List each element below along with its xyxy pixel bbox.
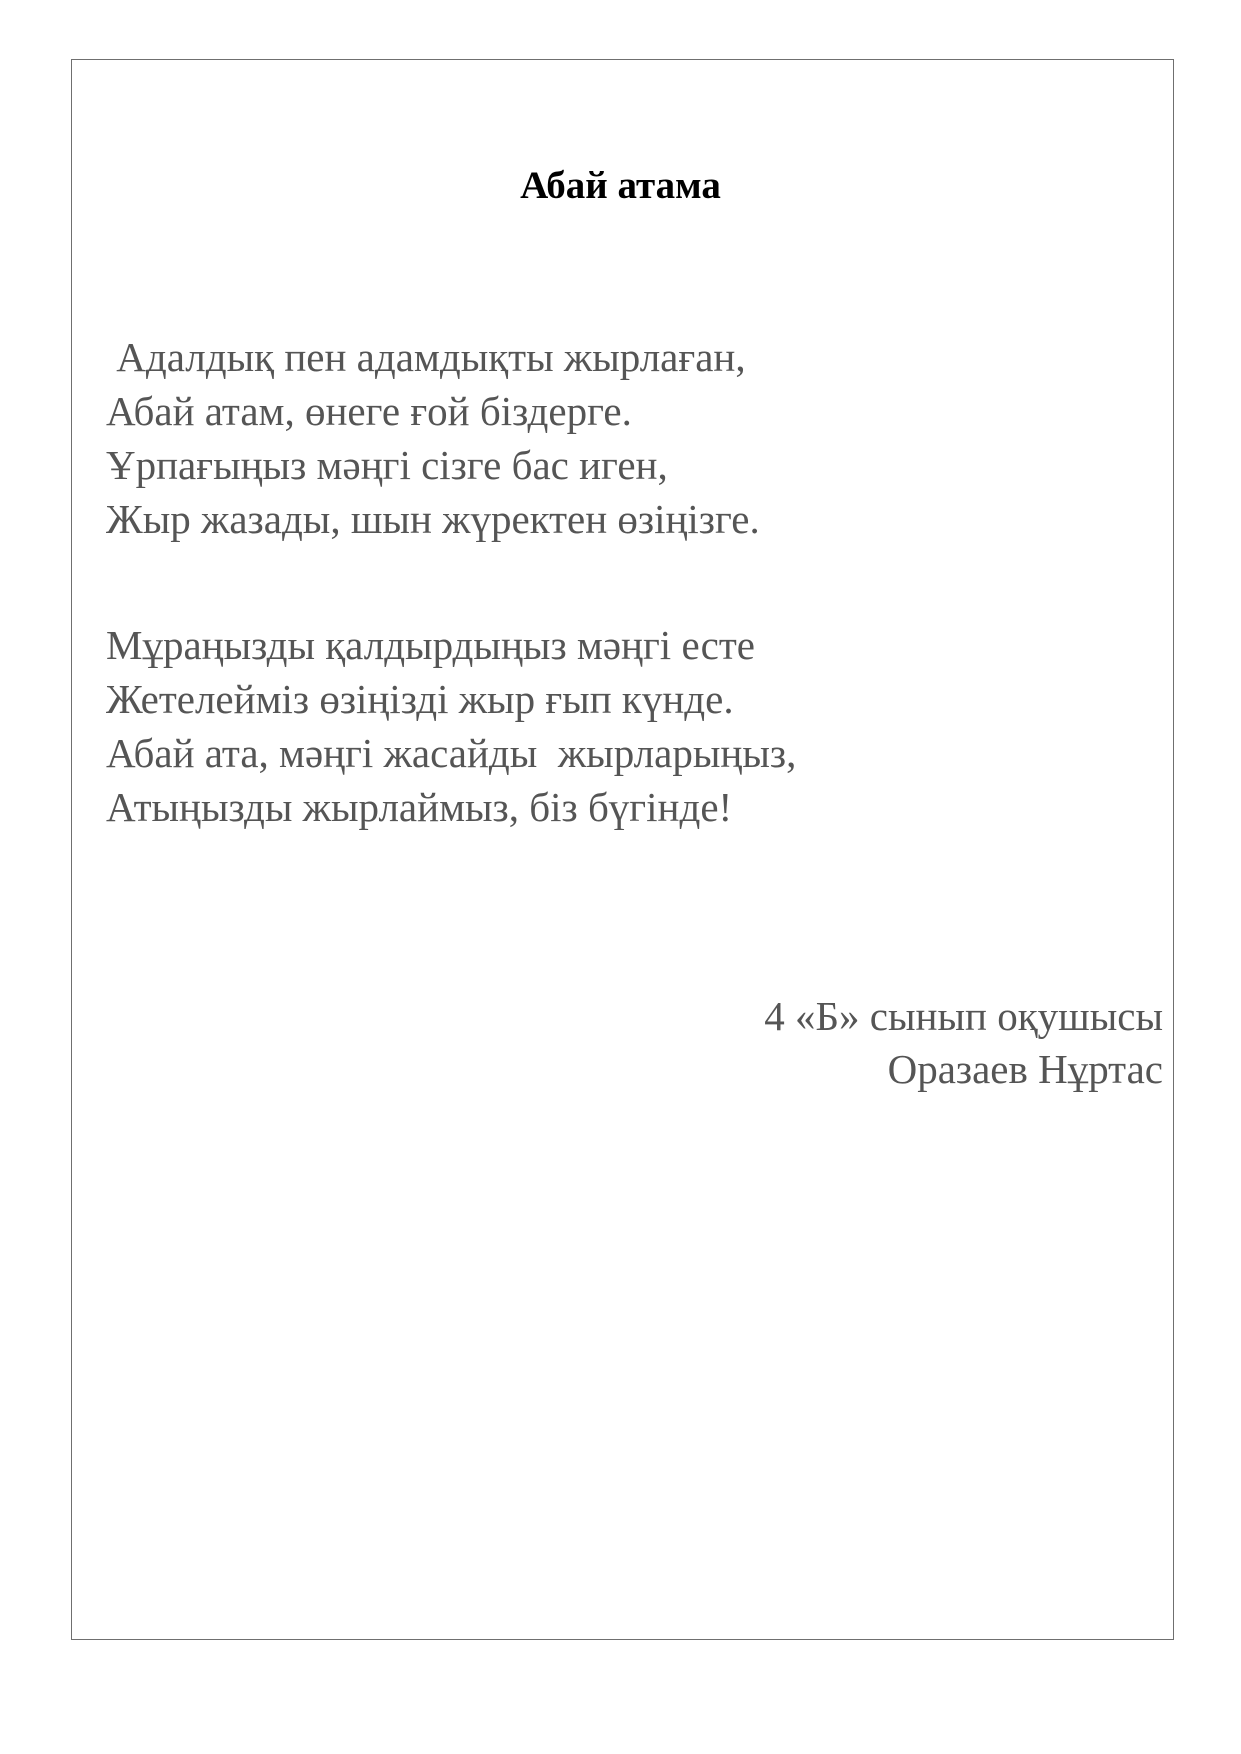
- verse-line: Атыңызды жырлаймыз, біз бүгінде!: [106, 784, 733, 830]
- verse-line: Ұрпағыңыз мәңгі сізге бас иген,: [106, 442, 668, 488]
- verse-line: Мұраңызды қалдырдыңыз мәңгі есте: [106, 622, 755, 668]
- signature-author: Оразаев Нұртас: [887, 1046, 1163, 1092]
- poem-title: Абай атама: [520, 164, 721, 207]
- verse-line: Жетелейміз өзіңізді жыр ғып күнде.: [106, 676, 734, 722]
- verse-line: Абай атам, өнеге ғой біздерге.: [106, 388, 632, 434]
- verse-line: Абай ата, мәңгі жасайды жырларыңыз,: [106, 730, 797, 776]
- verse-line: Жыр жазады, шын жүректен өзіңізге.: [106, 496, 760, 542]
- verse-line: Адалдық пен адамдықты жырлаған,: [106, 334, 746, 380]
- signature-block: [764, 990, 1163, 1096]
- stanza-1: [106, 330, 760, 546]
- page-border: [71, 59, 1174, 1640]
- stanza-2: [106, 618, 796, 834]
- signature-class: 4 «Б» сынып оқушысы: [764, 993, 1163, 1039]
